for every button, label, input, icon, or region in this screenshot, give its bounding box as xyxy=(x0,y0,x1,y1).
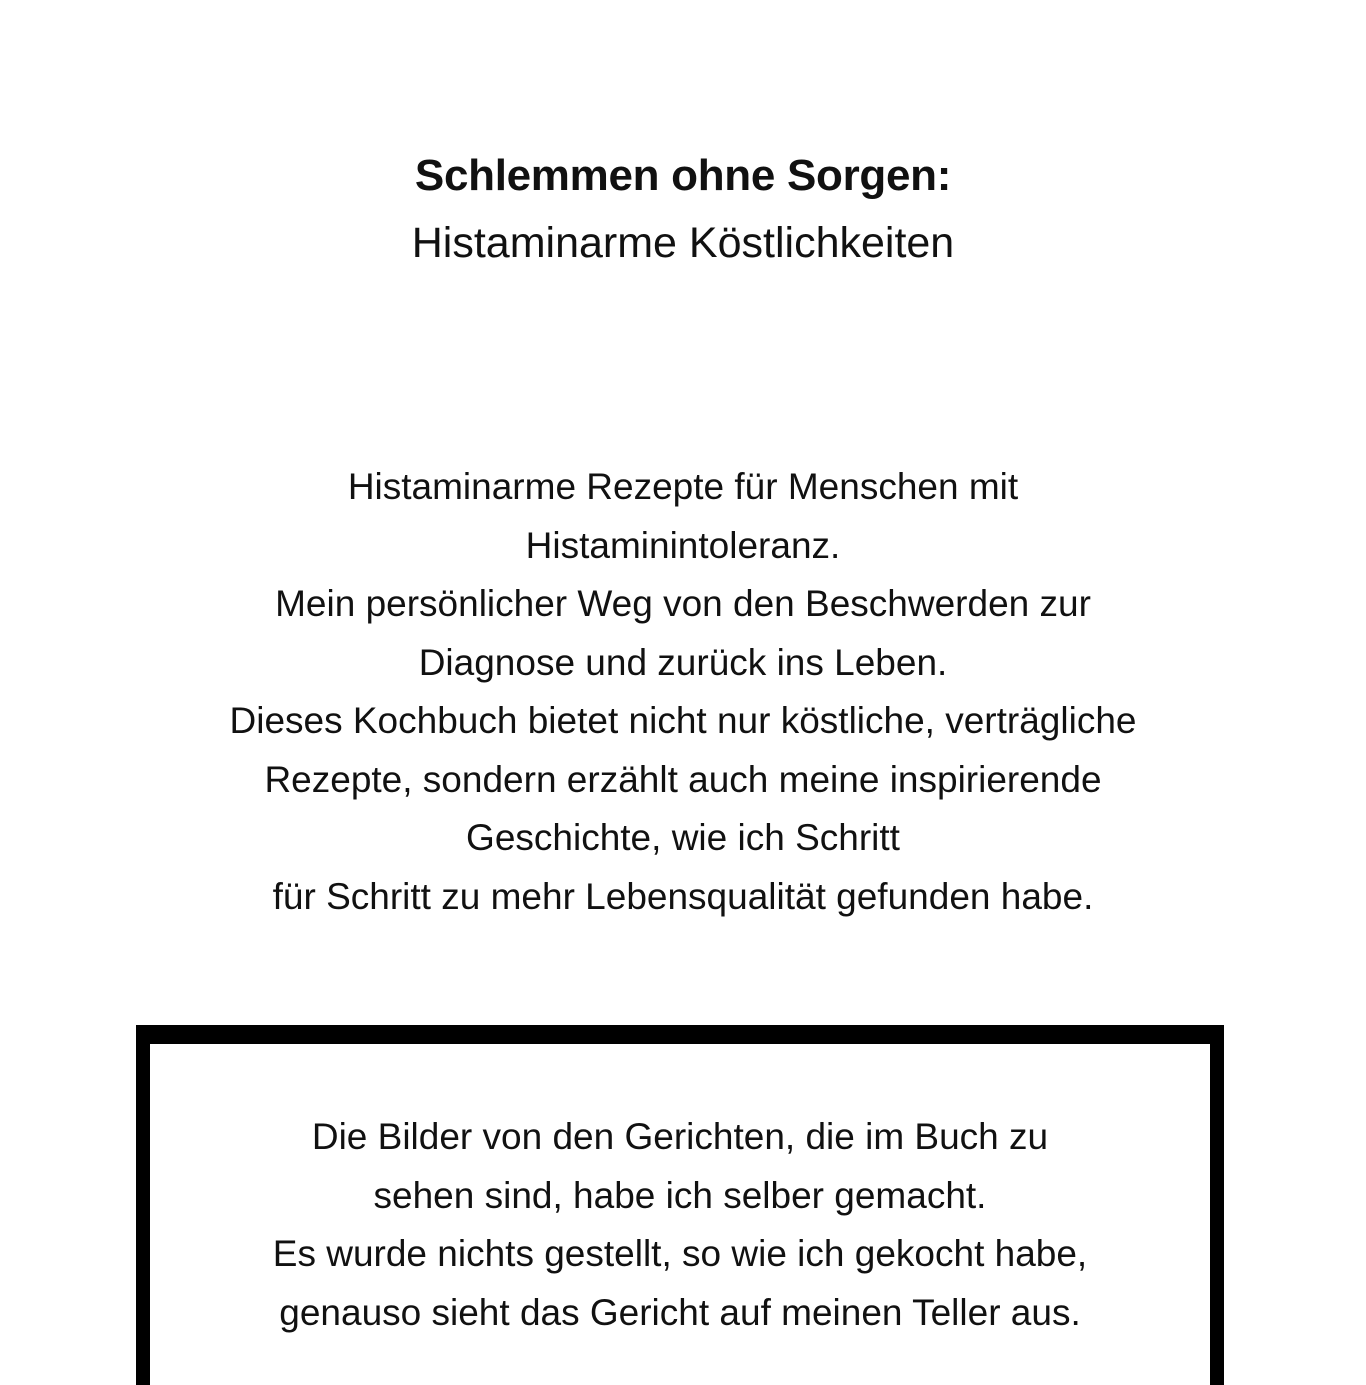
description-line: Rezepte, sondern erzählt auch meine inspirierende xyxy=(264,758,1102,800)
page-title: Schlemmen ohne Sorgen: xyxy=(414,151,952,200)
description-line: Dieses Kochbuch bietet nicht nur köstliche, verträgliche xyxy=(229,700,1137,741)
description-line: Geschichte, wie ich Schritt xyxy=(466,817,900,858)
page-subtitle: Histaminarme Köstlichkeiten xyxy=(411,219,955,267)
notice-line: sehen sind, habe ich selber gemacht. xyxy=(373,1174,987,1216)
notice-box xyxy=(136,1025,1224,1385)
notice-line: genauso sieht das Gericht auf meinen Teller aus. xyxy=(279,1291,1081,1333)
description-line: Diagnose und zurück ins Leben. xyxy=(418,641,948,683)
title-block xyxy=(0,148,1366,274)
notice-text xyxy=(150,1108,1210,1342)
description-line: Histaminarme Rezepte für Menschen mit xyxy=(347,466,1019,507)
description-line: Histaminintoleranz. xyxy=(525,524,841,566)
description-line: Mein persönlicher Weg von den Beschwerden zur xyxy=(275,583,1091,624)
notice-line: Die Bilder von den Gerichten, die im Buch zu xyxy=(311,1116,1049,1157)
description-text xyxy=(120,458,1246,926)
notice-line: Es wurde nichts gestellt, so wie ich gekocht habe, xyxy=(272,1233,1088,1274)
description-line: für Schritt zu mehr Lebensqualität gefunden habe. xyxy=(272,875,1094,917)
